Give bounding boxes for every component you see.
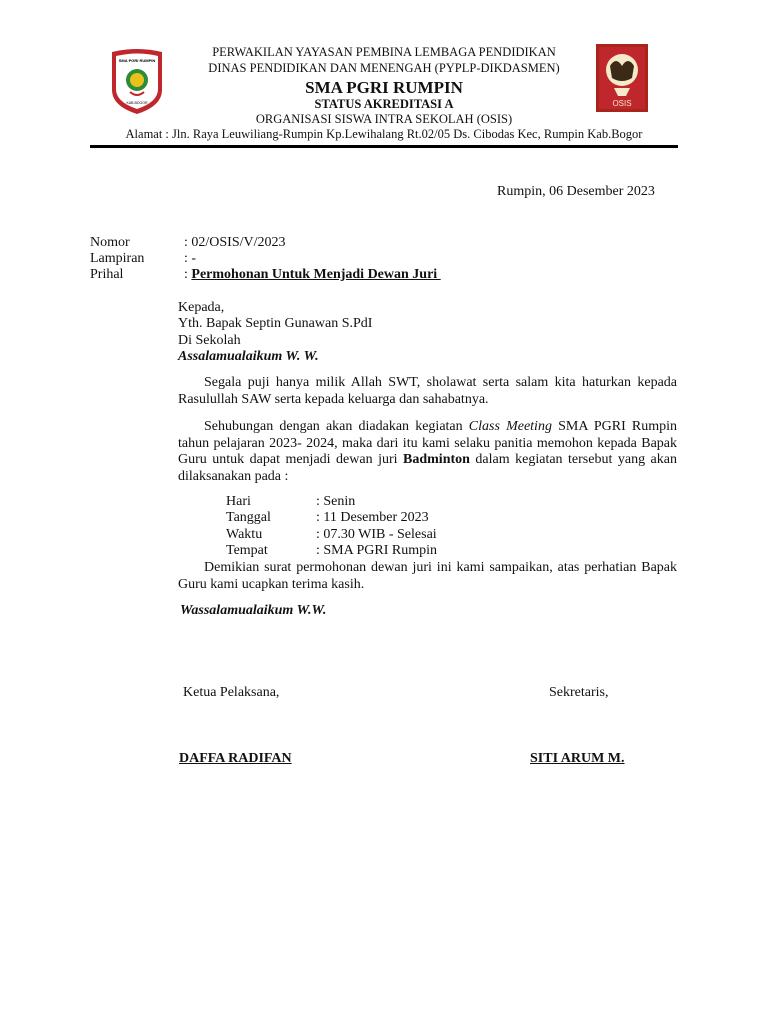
left-signatory-name: DAFFA RADIFAN xyxy=(179,751,292,766)
address: Alamat : Jln. Raya Leuwiliang-Rumpin Kp.Lewihalang Rt.02/05 Ds. Cibodas Kec, Rumpin Kab.Bogor xyxy=(125,127,643,141)
accreditation: STATUS AKREDITASI A xyxy=(314,97,454,111)
meta-value-nomor: : 02/OSIS/V/2023 xyxy=(184,235,286,250)
p2-part-a: Sehubungan dengan akan diadakan kegiatan xyxy=(204,419,469,434)
closing-paragraph: Demikian surat permohonan dewan juri ini kami sampaikan, atas perhatian Bapak Guru kami ucapkan terima kasih. xyxy=(178,560,677,592)
meta-value-lampiran: : - xyxy=(184,251,197,266)
right-signatory-name: SITI ARUM M. xyxy=(530,751,625,766)
left-signatory-role: Ketua Pelaksana, xyxy=(183,685,280,700)
schedule-label-tempat: Tempat xyxy=(226,543,268,558)
meta-label-prihal: Prihal xyxy=(90,267,124,282)
date-line: Rumpin, 06 Desember 2023 xyxy=(497,184,655,199)
schedule-label-waktu: Waktu xyxy=(226,527,263,542)
schedule-value-tempat: : SMA PGRI Rumpin xyxy=(316,543,437,558)
prihal-colon: : xyxy=(184,267,192,282)
meta-label-lampiran: Lampiran xyxy=(90,251,145,266)
closing-greeting: Wassalamualaikum W.W. xyxy=(180,603,327,618)
header-line-1: PERWAKILAN YAYASAN PEMBINA LEMBAGA PENDIDIKAN xyxy=(212,45,556,59)
right-logo-text: OSIS xyxy=(612,99,632,108)
recipient-to: Kepada, xyxy=(178,300,225,315)
p2-part-c: dalam kegiatan tersebut yang akan dilaksanakan pada : xyxy=(178,452,677,484)
paragraph-2 xyxy=(178,419,677,485)
school-name: SMA PGRI RUMPIN xyxy=(305,78,463,97)
event-name: Class Meeting xyxy=(468,419,552,434)
schedule-value-hari: : Senin xyxy=(316,494,356,509)
schedule-label-hari: Hari xyxy=(226,494,251,509)
paragraph-1: Segala puji hanya milik Allah SWT, sholawat serta salam kita haturkan kepada Rasulullah SAW serta kepada keluarga dan sahabatnya. xyxy=(178,375,677,407)
schedule-value-tanggal: : 11 Desember 2023 xyxy=(316,510,429,525)
header-divider xyxy=(90,145,678,148)
header-line-2: DINAS PENDIDIKAN DAN MENENGAH (PYPLP-DIKDASMEN) xyxy=(208,61,560,75)
schedule-value-waktu: : 07.30 WIB - Selesai xyxy=(316,527,437,542)
recipient-name: Yth. Bapak Septin Gunawan S.PdI xyxy=(178,316,373,331)
schedule-label-tanggal: Tanggal xyxy=(226,510,271,525)
sport-name: Badminton xyxy=(403,452,470,467)
organization: ORGANISASI SISWA INTRA SEKOLAH (OSIS) xyxy=(255,112,513,126)
recipient-place: Di Sekolah xyxy=(178,333,241,348)
meta-value-prihal xyxy=(184,267,441,283)
p2-part-b: SMA PGRI Rumpin tahun pelajaran 2023- 2024, maka dari itu kami selaku panitia memohon kepada Bapak Guru untuk dapat menjadi dewan juri xyxy=(178,419,677,467)
opening-greeting: Assalamualaikum W. W. xyxy=(178,349,319,364)
meta-label-nomor: Nomor xyxy=(90,235,130,250)
left-logo-bottom-text: KAB.BOGOR xyxy=(126,101,148,105)
prihal-subject: Permohonan Untuk Menjadi Dewan Juri xyxy=(191,267,441,282)
right-signatory-role: Sekretaris, xyxy=(549,685,609,700)
left-logo-top-text: SMA PGRI RUMPIN xyxy=(118,58,156,63)
